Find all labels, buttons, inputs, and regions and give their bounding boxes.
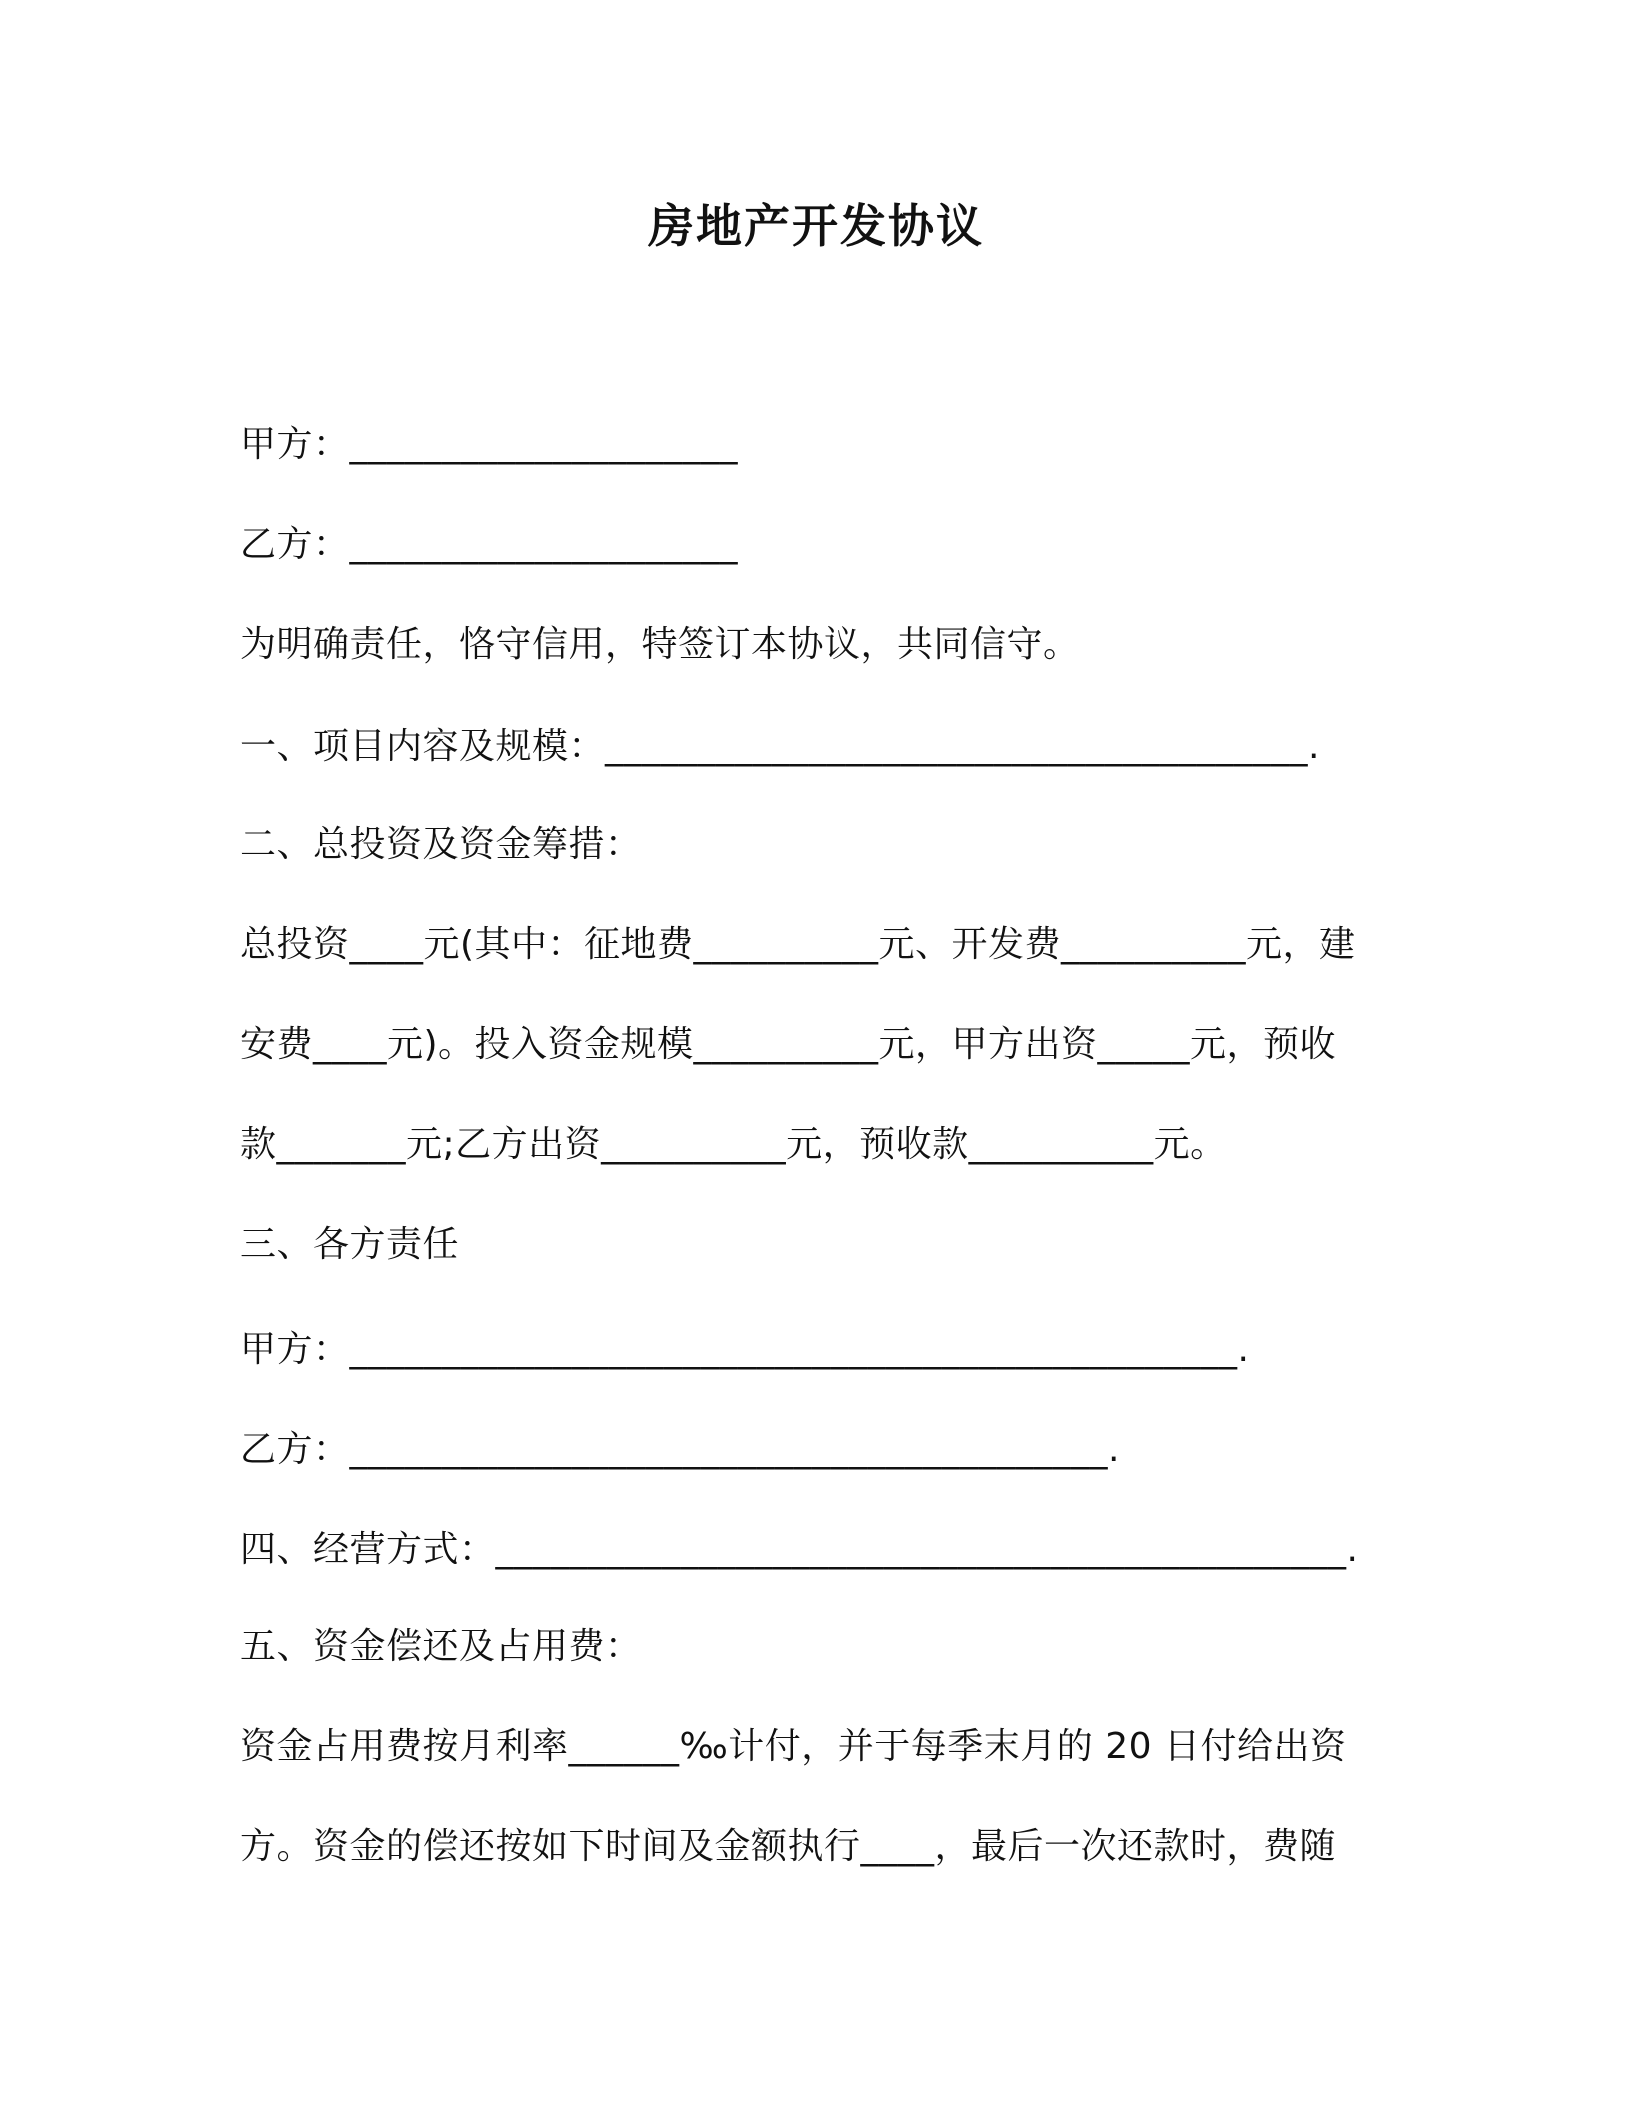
- section-1-project: 一、项目内容及规模：______________________________________.: [240, 726, 1320, 767]
- repayment-line-2: 方。资金的偿还按如下时间及金额执行____，最后一次还款时，费随: [240, 1826, 1337, 1867]
- section-3-heading: 三、各方责任: [240, 1224, 460, 1265]
- investment-line-1: 总投资____元(其中：征地费__________元、开发费__________元，建: [240, 924, 1356, 965]
- section-4-operation: 四、经营方式：______________________________________________.: [240, 1529, 1359, 1570]
- document-title: 房地产开发协议: [648, 199, 984, 253]
- repayment-line-1: 资金占用费按月利率______‰计付，并于每季末月的 20 日付给出资: [240, 1726, 1347, 1767]
- party-a-line: 甲方：_____________________: [240, 424, 739, 465]
- party-a-responsibility: 甲方：________________________________________________.: [240, 1329, 1250, 1370]
- investment-line-3: 款_______元;乙方出资__________元，预收款__________元。: [240, 1124, 1227, 1165]
- section-5-heading: 五、资金偿还及占用费：: [240, 1626, 642, 1667]
- section-2-heading: 二、总投资及资金筹措：: [240, 824, 642, 865]
- investment-line-2: 安费____元)。投入资金规模__________元，甲方出资_____元，预收: [240, 1024, 1337, 1065]
- party-b-line: 乙方：_____________________: [240, 524, 739, 565]
- party-b-responsibility: 乙方：_________________________________________.: [240, 1429, 1120, 1470]
- intro-paragraph: 为明确责任，恪守信用，特签订本协议，共同信守。: [240, 624, 1080, 665]
